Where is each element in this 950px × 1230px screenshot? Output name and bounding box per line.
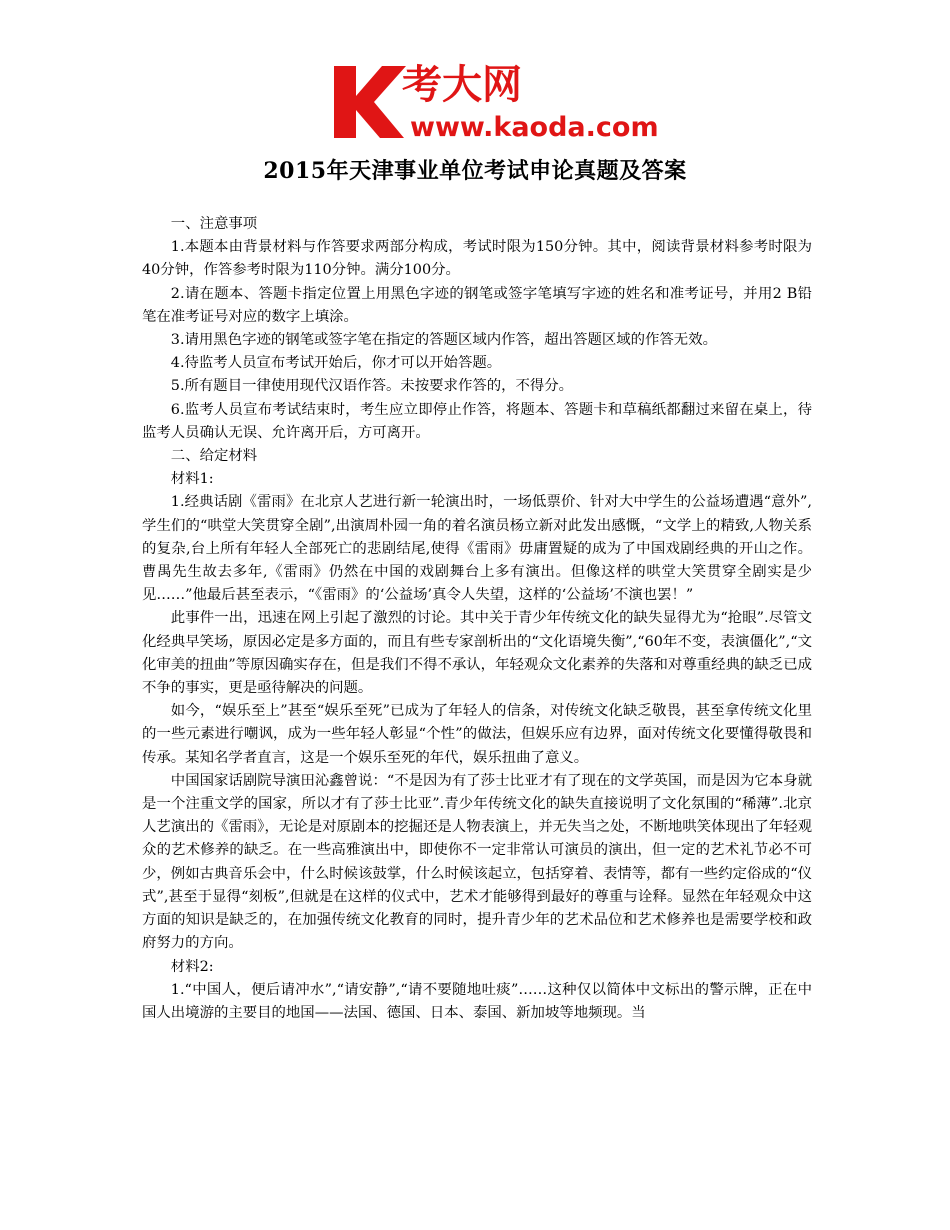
body-paragraph: 6.监考人员宣布考试结束时，考生应立即停止作答，将题本、答题卡和草稿纸都翻过来留在桌上，待监考人员确认无误、允许离开后，方可离开。 (142, 401, 812, 441)
body-paragraph: 材料2: (170, 958, 214, 975)
body-paragraph: 一、注意事项 (170, 216, 258, 232)
body-paragraph: 二、给定材料 (170, 448, 258, 465)
body-paragraph: 此事件一出，迅速在网上引起了激烈的讨论。其中关于青少年传统文化的缺失显得尤为“抢眼”.尽管文化经典早笑场，原因必定是多方面的，而且有些专家剖析出的“文化语境失衡”,“60年不变，表演僵化”,“文化审美的扭曲”等原因确实存在，但是我们不得不承认，年轻观众文化素养的失落和对尊重经典的缺乏已成不争的事实，更是亟待解决的问题。 (142, 610, 812, 697)
body-paragraph: 2.请在题本、答题卡指定位置上用黑色字迹的钢笔或签字笔填写字迹的姓名和准考证号，并用2 B铅笔在准考证号对应的数字上填涂。 (142, 285, 812, 325)
page-title: 2015年天津事业单位考试申论真题及答案 (263, 158, 687, 184)
kaoda-logo (330, 58, 659, 144)
body-paragraph: 1.经典话剧《雷雨》在北京人艺进行新一轮演出时，一场低票价、针对大中学生的公益场遭遇“意外”,学生们的“哄堂大笑贯穿全剧”,出演周朴园一角的着名演员杨立新对此发出感慨，“文学上的精致,人物关系的复杂,台上所有年轻人全部死亡的悲剧结尾,使得《雷雨》毋庸置疑的成为了中国戏剧经典的开山之作。曹禺先生故去多年,《雷雨》仍然在中国的戏剧舞台上多有演出。但像这样的哄堂大笑贯穿全剧实是少见……”他最后甚至表示，“《雷雨》的‘公益场’真令人失望，这样的‘公益场’不演也罢！” (142, 494, 812, 604)
body-paragraph: 3.请用黑色字迹的钢笔或签字笔在指定的答题区域内作答，超出答题区域的作答无效。 (170, 332, 717, 349)
document-body (142, 213, 812, 1025)
body-paragraph: 中国国家话剧院导演田沁鑫曾说：“不是因为有了莎士比亚才有了现在的文学英国，而是因为它本身就是一个注重文学的国家，所以才有了莎士比亚”.青少年传统文化的缺失直接说明了文化氛围的“稀薄”.北京人艺演出的《雷雨》，无论是对原剧本的挖掘还是人物表演上，并无失当之处，不断地哄笑体现出了年轻观众的艺术修养的缺乏。在一些高雅演出中，即使你不一定非常认可演员的演出，但一定的艺术礼节必不可少，例如古典音乐会中，什么时候该鼓掌，什么时候该起立，包括穿着、表情等，都有一些约定俗成的“仪式”,甚至于显得“刻板”,但就是在这样的仪式中，艺术才能够得到最好的尊重与诠释。显然在年轻观众中这方面的知识是缺乏的，在加强传统文化教育的同时，提升青少年的艺术品位和艺术修养也是需要学校和政府努力的方向。 (142, 772, 812, 952)
body-paragraph: 4.待监考人员宣布考试开始后，你才可以开始答题。 (170, 355, 502, 372)
body-paragraph: 1.“中国人，便后请冲水”,“请安静”,“请不要随地吐痰”……这种仅以简体中文标出的警示牌，正在中国人出境游的主要目的地国——法国、德国、日本、泰国、新加坡等地频现。当 (142, 981, 812, 1021)
logo-url-text: www.kaoda.com (410, 112, 659, 143)
body-paragraph: 5.所有题目一律使用现代汉语作答。未按要求作答的，不得分。 (170, 378, 574, 395)
kaoda-logo-graphic (330, 58, 659, 144)
body-paragraph: 材料1: (170, 471, 214, 488)
logo-brand-text: 考大网 (402, 62, 522, 108)
body-paragraph: 1.本题本由背景材料与作答要求两部分构成，考试时限为150分钟。其中，阅读背景材料参考时限为40分钟，作答参考时限为110分钟。满分100分。 (142, 239, 812, 279)
logo-k-mark (334, 66, 406, 138)
body-paragraph: 如今，“娱乐至上”甚至“娱乐至死”已成为了年轻人的信条，对传统文化缺乏敬畏，甚至拿传统文化里的一些元素进行嘲讽，成为一些年轻人彰显“个性”的做法，但娱乐应有边界，面对传统文化要懂得敬畏和传承。某知名学者直言，这是一个娱乐至死的年代，娱乐扭曲了意义。 (142, 703, 812, 766)
